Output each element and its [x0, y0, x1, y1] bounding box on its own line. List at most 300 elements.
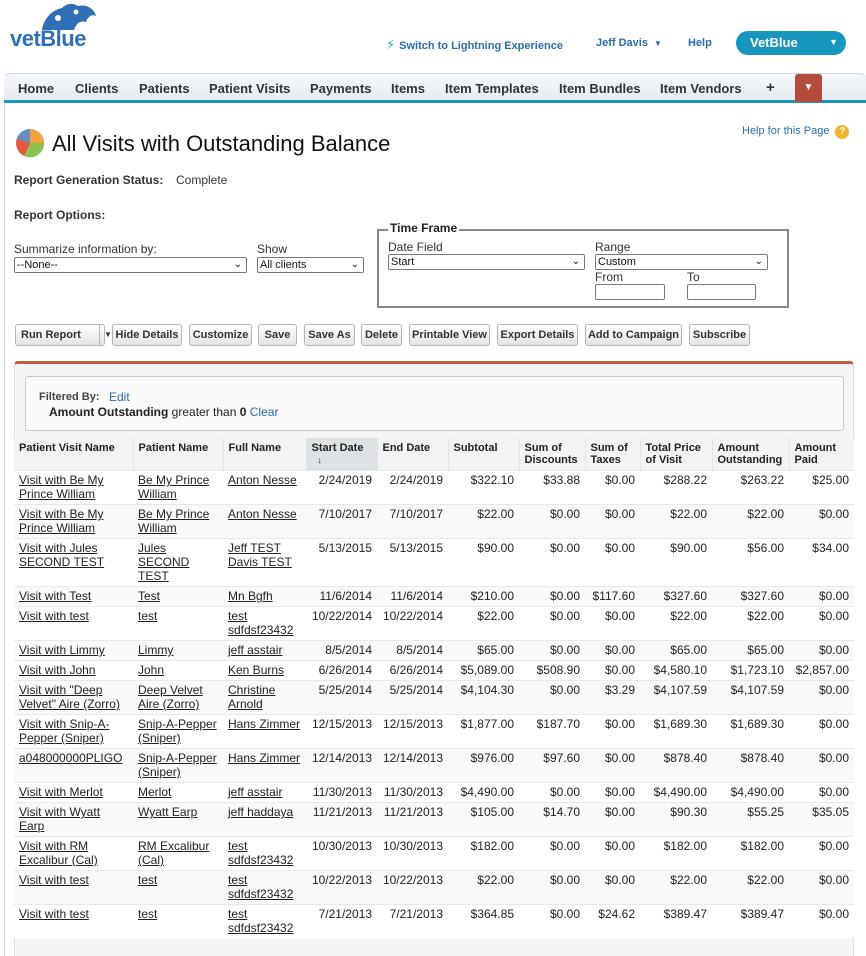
table-row: [14, 587, 854, 607]
chevron-down-icon: ▼: [653, 39, 662, 48]
table-cell: $0.00: [519, 681, 585, 715]
report-options-label: Report Options:: [14, 208, 106, 222]
table-cell-link[interactable]: [14, 607, 133, 641]
date-field-value: Start: [391, 256, 415, 268]
record-link[interactable]: Limmy: [138, 643, 174, 657]
help-question-icon: ?: [835, 125, 849, 139]
table-cell: 5/25/2014: [306, 681, 377, 715]
table-cell: $0.00: [789, 749, 854, 783]
table-cell-link[interactable]: [14, 871, 133, 905]
record-link[interactable]: Jules SECOND TEST: [138, 541, 190, 583]
record-link[interactable]: Snip-A-Pepper (Sniper): [138, 751, 217, 779]
from-label: From: [595, 270, 623, 284]
run-report-button[interactable]: [15, 324, 112, 346]
tab-patient-visits[interactable]: Patient Visits: [209, 81, 291, 96]
table-cell: $4,490.00: [640, 783, 712, 803]
tab-item-templates[interactable]: Item Templates: [445, 81, 539, 96]
table-cell-link[interactable]: [14, 539, 133, 587]
table-cell-link[interactable]: [133, 749, 223, 783]
table-cell: $182.00: [640, 837, 712, 871]
record-link[interactable]: Snip-A-Pepper (Sniper): [138, 717, 217, 745]
col-header[interactable]: Sum of Discounts: [519, 438, 585, 471]
table-cell-link[interactable]: [14, 749, 133, 783]
record-link[interactable]: Wyatt Earp: [138, 805, 198, 819]
table-header-row: [14, 438, 854, 471]
table-row: [14, 803, 854, 837]
table-cell: 2/24/2019: [306, 471, 377, 505]
table-row: [14, 905, 854, 939]
table-cell: $24.62: [585, 905, 640, 939]
chevron-down-icon: ▼: [803, 82, 814, 93]
col-header-label: Start Date: [311, 442, 364, 454]
table-cell: $364.85: [448, 905, 519, 939]
table-cell: $508.90: [519, 661, 585, 681]
table-cell: $0.00: [519, 905, 585, 939]
table-cell: $65.00: [640, 641, 712, 661]
record-link[interactable]: jeff haddaya: [228, 805, 294, 819]
tab-bar: [4, 73, 866, 103]
table-cell: 12/15/2013: [306, 715, 377, 749]
table-cell: $0.00: [789, 905, 854, 939]
table-row: [14, 641, 854, 661]
tab-all-tabs-plus[interactable]: +: [766, 79, 775, 96]
tab-overflow-menu[interactable]: [795, 74, 822, 102]
table-cell: $0.00: [585, 871, 640, 905]
record-link[interactable]: a048000000PLIGO: [19, 751, 123, 765]
table-cell: $0.00: [789, 587, 854, 607]
table-cell-link[interactable]: [14, 783, 133, 803]
table-cell: $0.00: [519, 587, 585, 607]
app-switcher-button[interactable]: [736, 31, 846, 55]
table-cell-link[interactable]: [14, 837, 133, 871]
table-cell: $56.00: [712, 539, 789, 587]
table-cell: $55.25: [712, 803, 789, 837]
table-cell: $0.00: [585, 715, 640, 749]
table-cell-link[interactable]: [14, 803, 133, 837]
show-select-value: All clients: [260, 259, 307, 271]
tab-item-bundles[interactable]: Item Bundles: [559, 81, 641, 96]
table-row: [14, 871, 854, 905]
table-cell-link[interactable]: [14, 715, 133, 749]
table-cell: $187.70: [519, 715, 585, 749]
table-cell: $0.00: [519, 871, 585, 905]
record-link[interactable]: jeff asstair: [228, 643, 283, 657]
record-link[interactable]: Merlot: [138, 785, 172, 799]
record-link[interactable]: Visit with Jules SECOND TEST: [19, 541, 105, 569]
table-cell: 6/26/2014: [306, 661, 377, 681]
table-cell-link[interactable]: [223, 661, 306, 681]
table-cell: $0.00: [789, 681, 854, 715]
table-cell: $22.00: [640, 871, 712, 905]
date-field-label: Date Field: [388, 240, 443, 254]
page-title: All Visits with Outstanding Balance: [52, 131, 391, 156]
record-link[interactable]: Visit with RM Excalibur (Cal): [19, 839, 98, 867]
table-cell: $22.00: [448, 505, 519, 539]
record-link[interactable]: Hans Zimmer: [228, 751, 301, 765]
record-link[interactable]: Anton Nesse: [228, 507, 297, 521]
table-cell: $105.00: [448, 803, 519, 837]
table-cell: $22.00: [448, 607, 519, 641]
record-link[interactable]: Anton Nesse: [228, 473, 297, 487]
table-cell: $0.00: [519, 505, 585, 539]
record-link[interactable]: Visit with "Deep Velvet" Aire (Zorro): [19, 683, 120, 711]
table-cell: 5/13/2015: [306, 539, 377, 587]
table-cell: $22.00: [712, 607, 789, 641]
summarize-label: Summarize information by:: [14, 242, 157, 256]
tab-home[interactable]: Home: [18, 81, 55, 96]
table-cell: $322.10: [448, 471, 519, 505]
filter-operator: greater than: [171, 405, 237, 419]
record-link[interactable]: Visit with Test: [19, 589, 92, 603]
range-select[interactable]: [595, 254, 768, 270]
chevron-down-icon: ⌄: [350, 259, 359, 270]
run-report-label: Run Report: [21, 329, 81, 341]
table-cell-link[interactable]: [223, 783, 306, 803]
table-cell: $0.00: [585, 539, 640, 587]
table-cell-link[interactable]: [133, 471, 223, 505]
table-cell: $97.60: [519, 749, 585, 783]
table-cell: 2/24/2019: [377, 471, 448, 505]
table-row: [14, 607, 854, 641]
col-header[interactable]: Patient Name: [133, 438, 223, 471]
table-cell: $878.40: [712, 749, 789, 783]
table-cell: $288.22: [640, 471, 712, 505]
table-cell: 10/22/2013: [306, 871, 377, 905]
table-cell: 11/6/2014: [377, 587, 448, 607]
table-cell: $0.00: [789, 783, 854, 803]
table-cell-link[interactable]: [223, 471, 306, 505]
table-row: [14, 749, 854, 783]
table-cell: 7/21/2013: [306, 905, 377, 939]
record-link[interactable]: Visit with Snip-A-Pepper (Sniper): [19, 717, 110, 745]
table-cell: 6/26/2014: [377, 661, 448, 681]
table-cell-link[interactable]: [133, 905, 223, 939]
table-cell-link[interactable]: [14, 471, 133, 505]
record-link[interactable]: Visit with test: [19, 907, 89, 921]
user-name: Jeff Davis: [596, 37, 648, 49]
record-link[interactable]: Visit with Merlot: [19, 785, 103, 799]
tab-patients[interactable]: Patients: [139, 81, 190, 96]
sort-desc-arrow-icon: ↓: [317, 455, 322, 465]
table-cell: $4,490.00: [448, 783, 519, 803]
record-link[interactable]: RM Excalibur (Cal): [138, 839, 210, 867]
col-header[interactable]: End Date: [377, 438, 448, 471]
export-details-button[interactable]: Export Details: [497, 324, 578, 346]
table-cell-link[interactable]: [14, 587, 133, 607]
table-cell-link[interactable]: [223, 871, 306, 905]
table-cell: 7/10/2017: [377, 505, 448, 539]
table-cell-link[interactable]: [223, 607, 306, 641]
save-button[interactable]: Save: [258, 324, 297, 346]
hide-details-button[interactable]: Hide Details: [112, 324, 182, 346]
filtered-by-label: Filtered By:: [39, 391, 100, 403]
table-cell: 10/22/2014: [377, 607, 448, 641]
table-cell: $65.00: [448, 641, 519, 661]
table-cell: $0.00: [585, 471, 640, 505]
filter-clear-link[interactable]: Clear: [249, 405, 279, 419]
record-link[interactable]: test: [138, 609, 158, 623]
table-cell-link[interactable]: [223, 539, 306, 587]
logo-text: vetBlue: [10, 26, 86, 51]
table-cell: 12/15/2013: [377, 715, 448, 749]
table-cell: $0.00: [789, 505, 854, 539]
table-cell: $90.00: [448, 539, 519, 587]
to-date-input[interactable]: [687, 284, 756, 300]
table-cell-link[interactable]: [223, 505, 306, 539]
table-cell: $34.00: [789, 539, 854, 587]
show-label: Show: [257, 242, 288, 256]
col-header[interactable]: Sum of Taxes: [585, 438, 640, 471]
col-header[interactable]: Total Price of Visit: [640, 438, 712, 471]
table-cell-link[interactable]: [133, 587, 223, 607]
table-cell: $22.00: [640, 607, 712, 641]
status-value: Complete: [176, 173, 228, 187]
report-table-body: [14, 471, 854, 939]
table-row: [14, 539, 854, 587]
record-link[interactable]: test sdfdsf23432: [228, 609, 294, 637]
record-link[interactable]: Ken Burns: [228, 663, 285, 677]
table-cell: 11/21/2013: [306, 803, 377, 837]
record-link[interactable]: Mn Bgfh: [228, 589, 273, 603]
table-cell: $0.00: [789, 641, 854, 661]
table-cell: $263.22: [712, 471, 789, 505]
record-link[interactable]: Be My Prince William: [138, 473, 210, 501]
user-menu[interactable]: [596, 37, 662, 49]
button-divider: [99, 325, 100, 345]
record-link[interactable]: Jeff TEST Davis TEST: [228, 541, 292, 569]
table-row: [14, 783, 854, 803]
filter-field: Amount Outstanding: [49, 405, 169, 419]
record-link[interactable]: test: [138, 907, 158, 921]
table-cell: $1,877.00: [448, 715, 519, 749]
chevron-down-icon: ⌄: [754, 256, 763, 267]
record-link[interactable]: Visit with John: [19, 663, 96, 677]
table-cell: $0.00: [519, 783, 585, 803]
table-row: [14, 505, 854, 539]
table-cell: $22.00: [712, 871, 789, 905]
table-cell-link[interactable]: [223, 715, 306, 749]
record-link[interactable]: jeff asstair: [228, 785, 283, 799]
record-link[interactable]: Test: [138, 589, 161, 603]
record-link[interactable]: test: [138, 873, 158, 887]
table-cell-link[interactable]: [14, 681, 133, 715]
table-cell: $0.00: [789, 715, 854, 749]
table-cell: 5/25/2014: [377, 681, 448, 715]
range-value: Custom: [598, 256, 636, 268]
table-row: [14, 715, 854, 749]
table-row: [14, 837, 854, 871]
table-cell: 11/6/2014: [306, 587, 377, 607]
table-cell: $210.00: [448, 587, 519, 607]
table-cell-link[interactable]: [223, 905, 306, 939]
table-cell: 11/30/2013: [377, 783, 448, 803]
record-link[interactable]: Deep Velvet Aire (Zorro): [138, 683, 203, 711]
table-cell-link[interactable]: [133, 607, 223, 641]
summarize-select[interactable]: [14, 257, 247, 273]
table-cell-link[interactable]: [133, 803, 223, 837]
table-cell: $90.30: [640, 803, 712, 837]
table-cell: $878.40: [640, 749, 712, 783]
chevron-down-icon: ⌄: [571, 256, 580, 267]
record-link[interactable]: Visit with Limmy: [19, 643, 105, 657]
table-cell: 10/22/2013: [377, 871, 448, 905]
table-cell: 11/30/2013: [306, 783, 377, 803]
tab-item-vendors[interactable]: Item Vendors: [660, 81, 742, 96]
table-cell-link[interactable]: [133, 715, 223, 749]
delete-button[interactable]: Delete: [361, 324, 402, 346]
table-row: [14, 471, 854, 505]
help-for-page-label: Help for this Page: [742, 125, 830, 137]
table-row: [14, 681, 854, 715]
table-cell-link[interactable]: [133, 783, 223, 803]
record-link[interactable]: John: [138, 663, 165, 677]
switch-lightning-link[interactable]: [386, 37, 563, 53]
record-link[interactable]: Visit with Be My Prince William: [19, 507, 104, 535]
table-cell: 10/30/2013: [377, 837, 448, 871]
table-cell: $0.00: [585, 749, 640, 783]
table-cell: $3.29: [585, 681, 640, 715]
table-cell: $0.00: [585, 837, 640, 871]
date-field-select[interactable]: [388, 254, 585, 270]
table-cell: $1,723.10: [712, 661, 789, 681]
record-link[interactable]: Visit with Wyatt Earp: [19, 805, 101, 833]
save-as-button[interactable]: Save As: [304, 324, 355, 346]
tab-clients[interactable]: Clients: [75, 81, 119, 96]
filter-box: [25, 376, 844, 431]
table-cell: $389.47: [640, 905, 712, 939]
tab-items[interactable]: Items: [391, 81, 425, 96]
table-cell: $0.00: [519, 539, 585, 587]
table-cell-link[interactable]: [133, 837, 223, 871]
add-to-campaign-button[interactable]: Add to Campaign: [585, 324, 682, 346]
table-cell-link[interactable]: [223, 837, 306, 871]
filter-criteria: [49, 405, 278, 419]
table-cell: $0.00: [789, 837, 854, 871]
table-cell: $22.00: [712, 505, 789, 539]
from-date-input[interactable]: [595, 284, 665, 300]
table-cell-link[interactable]: [133, 681, 223, 715]
table-cell-link[interactable]: [14, 905, 133, 939]
summarize-select-value: --None--: [17, 259, 58, 271]
table-cell-link[interactable]: [14, 641, 133, 661]
filter-edit-link[interactable]: Edit: [109, 390, 130, 404]
table-cell: 7/21/2013: [377, 905, 448, 939]
subscribe-button[interactable]: Subscribe: [689, 324, 750, 346]
table-cell: $0.00: [519, 607, 585, 641]
table-cell-link[interactable]: [223, 749, 306, 783]
table-cell: $22.00: [448, 871, 519, 905]
table-cell: $4,580.10: [640, 661, 712, 681]
record-link[interactable]: Visit with test: [19, 873, 89, 887]
table-cell: $389.47: [712, 905, 789, 939]
record-link[interactable]: Hans Zimmer: [228, 717, 301, 731]
table-cell: $0.00: [585, 641, 640, 661]
table-cell: $4,107.59: [712, 681, 789, 715]
table-cell: $0.00: [585, 505, 640, 539]
table-cell: $22.00: [640, 505, 712, 539]
table-cell-link[interactable]: [223, 803, 306, 837]
table-cell-link[interactable]: [223, 587, 306, 607]
table-cell-link[interactable]: [14, 505, 133, 539]
record-link[interactable]: Visit with test: [19, 609, 89, 623]
col-header[interactable]: Subtotal: [448, 438, 519, 471]
table-cell: $327.60: [640, 587, 712, 607]
table-cell: $25.00: [789, 471, 854, 505]
record-link[interactable]: Christine Arnold: [228, 683, 276, 711]
table-cell: 11/21/2013: [377, 803, 448, 837]
help-link[interactable]: Help: [688, 37, 712, 49]
record-link[interactable]: test sdfdsf23432: [228, 907, 294, 935]
table-cell: $0.00: [519, 837, 585, 871]
table-cell-link[interactable]: [133, 871, 223, 905]
table-cell: $0.00: [789, 607, 854, 641]
help-for-page-link[interactable]: [742, 125, 849, 139]
tab-payments[interactable]: Payments: [310, 81, 372, 96]
customize-button[interactable]: Customize: [189, 324, 252, 346]
filter-value: 0: [239, 405, 247, 419]
record-link[interactable]: Be My Prince William: [138, 507, 210, 535]
table-cell-link[interactable]: [14, 661, 133, 681]
table-cell: 10/22/2014: [306, 607, 377, 641]
chevron-down-icon: ⌄: [233, 259, 242, 270]
record-link[interactable]: test sdfdsf23432: [228, 839, 294, 867]
col-header[interactable]: Amount Outstanding: [712, 438, 789, 471]
chevron-down-icon[interactable]: ▼: [104, 330, 112, 339]
vetblue-logo[interactable]: [10, 2, 125, 54]
table-cell: $117.60: [585, 587, 640, 607]
table-cell: $976.00: [448, 749, 519, 783]
table-cell: $0.00: [585, 783, 640, 803]
col-header-sorted[interactable]: [306, 438, 377, 471]
record-link[interactable]: test sdfdsf23432: [228, 873, 294, 901]
chevron-down-icon: ▼: [829, 37, 838, 47]
table-cell: $327.60: [712, 587, 789, 607]
time-frame-legend: Time Frame: [390, 221, 458, 235]
table-cell: $33.88: [519, 471, 585, 505]
lightning-bolt-icon: ⚡: [386, 37, 396, 52]
app-name: VetBlue: [750, 35, 798, 50]
top-header: [0, 0, 866, 70]
table-cell: $182.00: [712, 837, 789, 871]
table-cell-link[interactable]: [133, 505, 223, 539]
col-header[interactable]: Full Name: [223, 438, 306, 471]
table-cell-link[interactable]: [133, 661, 223, 681]
status-label: Report Generation Status:: [14, 173, 164, 187]
col-header[interactable]: Amount Paid: [789, 438, 854, 471]
to-label: To: [687, 270, 700, 284]
table-cell: 12/14/2013: [377, 749, 448, 783]
table-cell-link[interactable]: [223, 641, 306, 661]
table-cell: $65.00: [712, 641, 789, 661]
table-cell: $90.00: [640, 539, 712, 587]
table-cell: 5/13/2015: [377, 539, 448, 587]
table-cell: $4,490.00: [712, 783, 789, 803]
table-cell-link[interactable]: [223, 681, 306, 715]
record-link[interactable]: Visit with Be My Prince William: [19, 473, 104, 501]
table-cell: $0.00: [585, 661, 640, 681]
show-select[interactable]: [257, 257, 364, 273]
col-header[interactable]: Patient Visit Name: [14, 438, 133, 471]
printable-view-button[interactable]: Printable View: [409, 324, 490, 346]
report-pie-icon: [14, 127, 46, 159]
table-cell: 7/10/2017: [306, 505, 377, 539]
table-cell: $5,089.00: [448, 661, 519, 681]
table-cell: $14.70: [519, 803, 585, 837]
table-cell-link[interactable]: [133, 641, 223, 661]
table-cell-link[interactable]: [133, 539, 223, 587]
table-cell: $182.00: [448, 837, 519, 871]
table-cell: $0.00: [585, 803, 640, 837]
